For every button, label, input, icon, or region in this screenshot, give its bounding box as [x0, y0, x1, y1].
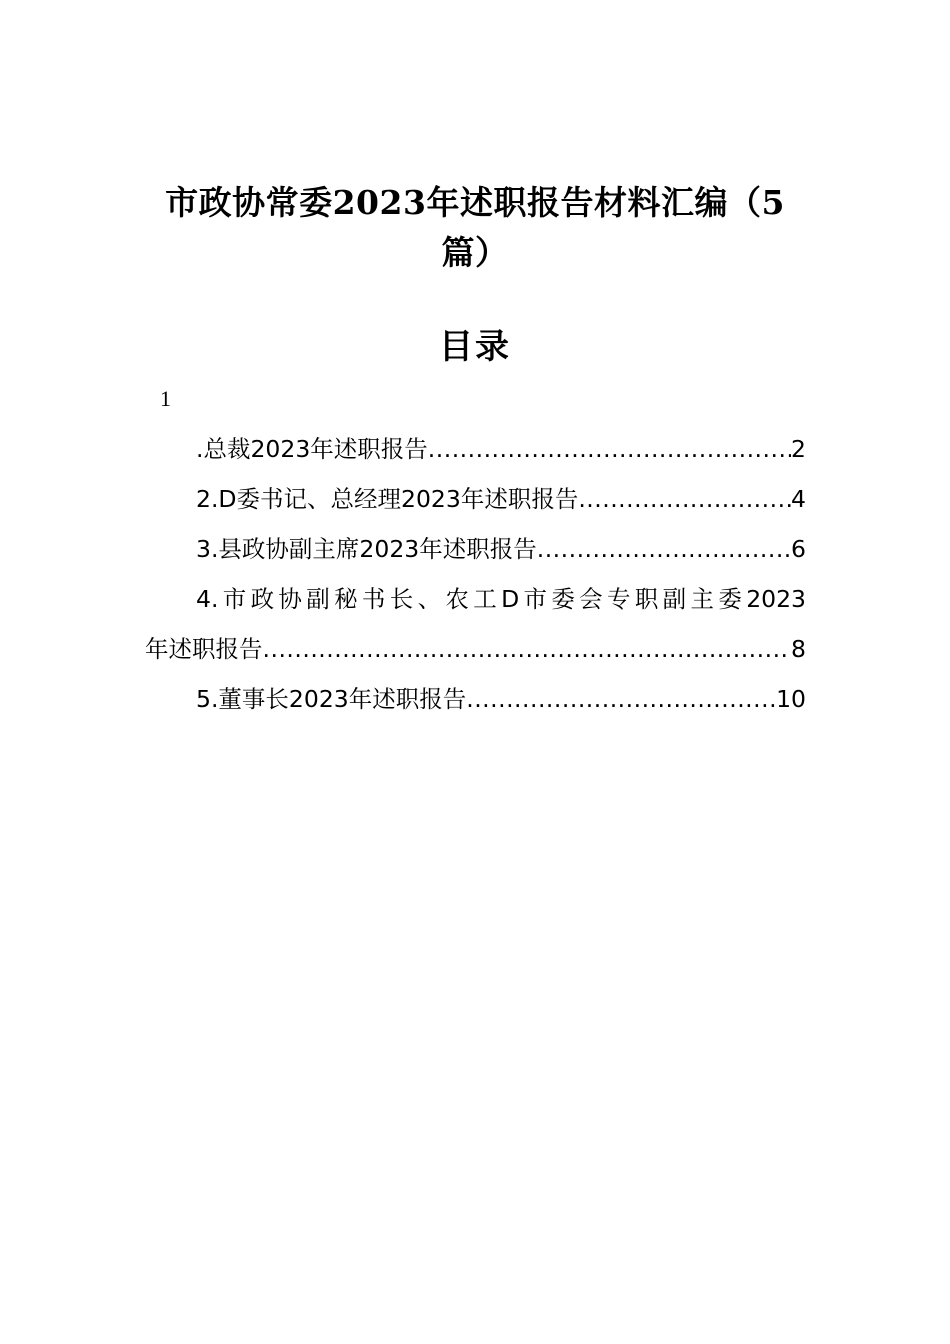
page-marker: 1: [160, 386, 171, 411]
document-title: 市政协常委2023年述职报告材料汇编（5篇）: [165, 183, 785, 272]
toc-heading: 目录: [439, 327, 511, 367]
table-of-contents: [145, 424, 806, 724]
toc-leader-dots: [263, 624, 792, 674]
toc-page-number: 2: [791, 435, 806, 463]
toc-entry-3[interactable]: [145, 524, 806, 574]
toc-entry-line2: [145, 624, 806, 674]
toc-leader-dots: [428, 424, 791, 474]
toc-page-number: 6: [791, 535, 806, 563]
toc-leader-dots: [537, 524, 791, 574]
toc-page-number: 4: [791, 485, 806, 513]
toc-entry-4[interactable]: [145, 574, 806, 674]
toc-entry-text-line1: 4.市政协副秘书长、农工D市委会专职副主委2023: [196, 585, 806, 613]
toc-entry-text-line2: 年述职报告: [145, 635, 263, 663]
toc-entry-2[interactable]: [145, 474, 806, 524]
toc-leader-dots: [578, 474, 791, 524]
toc-leader-dots: [466, 674, 776, 724]
toc-entry-text: 3.县政协副主席2023年述职报告: [196, 535, 537, 563]
toc-entry-text: 2.D委书记、总经理2023年述职报告: [196, 485, 579, 513]
toc-page-number: 8: [791, 635, 806, 663]
toc-entry-5[interactable]: [145, 674, 806, 724]
toc-page-number: 10: [776, 685, 806, 713]
toc-entry-text: .总裁2023年述职报告: [196, 435, 428, 463]
toc-entry-1[interactable]: [145, 424, 806, 474]
toc-entry-text: 5.董事长2023年述职报告: [196, 685, 467, 713]
